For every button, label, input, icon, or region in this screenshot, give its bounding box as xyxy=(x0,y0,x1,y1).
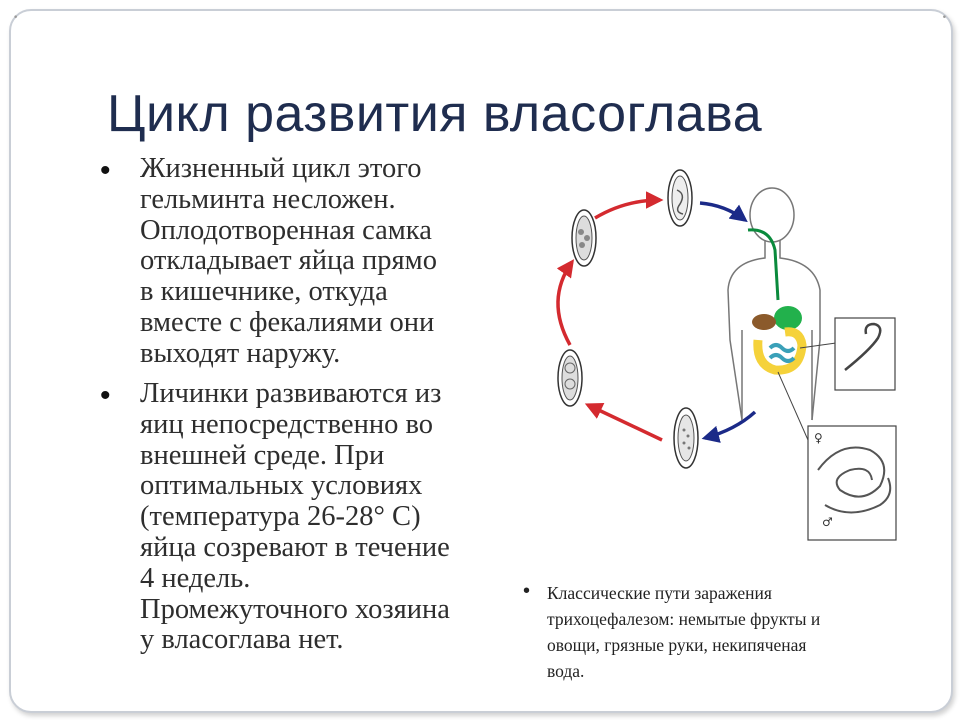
large-intestine-icon xyxy=(758,332,802,370)
bullet-text: Личинки развиваются из яиц непосредственно во внешней среде. При оптимальных условиях (температура 26-28° С) яйца созревают в течение 4 недель. Промежуточного хозяина у власоглава нет. xyxy=(140,378,450,656)
adult-worms-inset xyxy=(808,426,896,540)
egg-icon xyxy=(572,210,596,266)
larva-inset xyxy=(835,318,895,390)
bullet-item xyxy=(100,153,510,370)
corner-mark: • xyxy=(13,13,19,23)
arrow-blue-bottom xyxy=(705,412,755,438)
bullet-item xyxy=(100,378,510,656)
corner-mark: • xyxy=(941,13,947,23)
male-symbol: ♂ xyxy=(822,515,833,529)
arrow-blue-top xyxy=(700,203,745,220)
small-intestine-icon xyxy=(770,345,794,361)
female-symbol: ♀ xyxy=(814,431,823,445)
human-body-icon xyxy=(728,188,820,420)
egg-icon xyxy=(668,170,692,226)
caption xyxy=(523,580,897,684)
stomach-icon xyxy=(774,306,802,330)
bullet-marker: • xyxy=(100,379,111,412)
egg-icon xyxy=(558,350,582,406)
arrow-red-bottom xyxy=(588,405,662,440)
bullet-marker: • xyxy=(100,154,111,187)
arrow-red-top xyxy=(595,200,660,218)
page-title: Цикл развития власоглава xyxy=(107,85,763,143)
caption-text: Классические пути заражения трихоцефалезом: немытые фрукты и овощи, грязные руки, некипяченая вода. xyxy=(547,583,821,681)
bullet-text: Жизненный цикл этого гельминта несложен. Оплодотворенная самка откладывает яйца прямо в кишечнике, откуда вместе с фекалиями они выходят наружу. xyxy=(140,153,437,369)
liver-icon xyxy=(752,314,776,330)
life-cycle-diagram xyxy=(530,160,940,550)
egg-icon xyxy=(674,408,698,468)
caption-marker: • xyxy=(523,580,531,602)
arrow-red-left xyxy=(558,262,572,345)
